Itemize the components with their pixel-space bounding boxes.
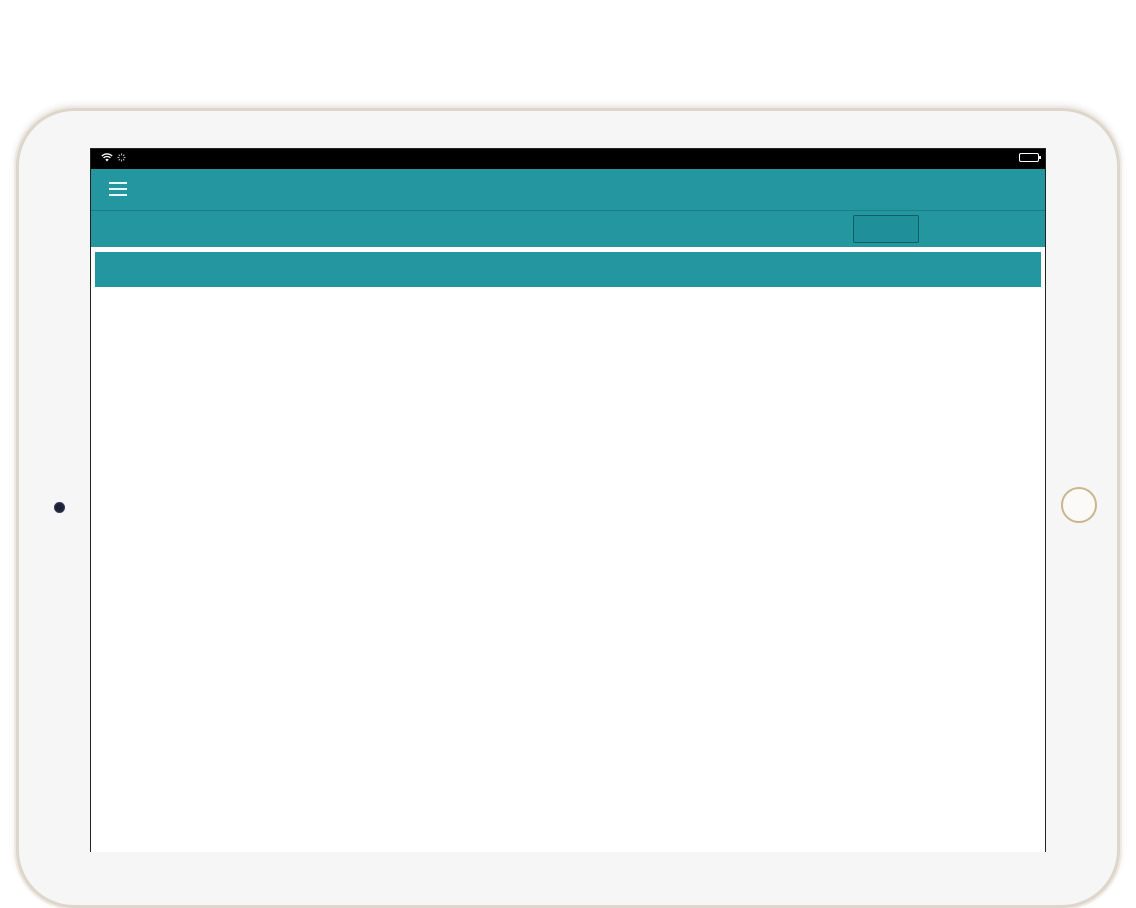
front-camera-icon — [54, 502, 65, 513]
navigation-bar — [91, 169, 1045, 211]
toolbar — [91, 211, 1045, 247]
enrollment-list — [91, 247, 1045, 287]
term-header-summer-2016[interactable] — [95, 252, 1041, 287]
hamburger-menu-icon[interactable] — [109, 182, 127, 196]
home-button[interactable] — [1061, 487, 1097, 523]
battery-icon — [1019, 153, 1039, 162]
add-button[interactable] — [853, 215, 919, 243]
wifi-icon — [101, 153, 113, 162]
status-bar — [91, 149, 1045, 169]
activity-spinner-icon — [117, 153, 126, 162]
app-screen — [90, 148, 1046, 852]
